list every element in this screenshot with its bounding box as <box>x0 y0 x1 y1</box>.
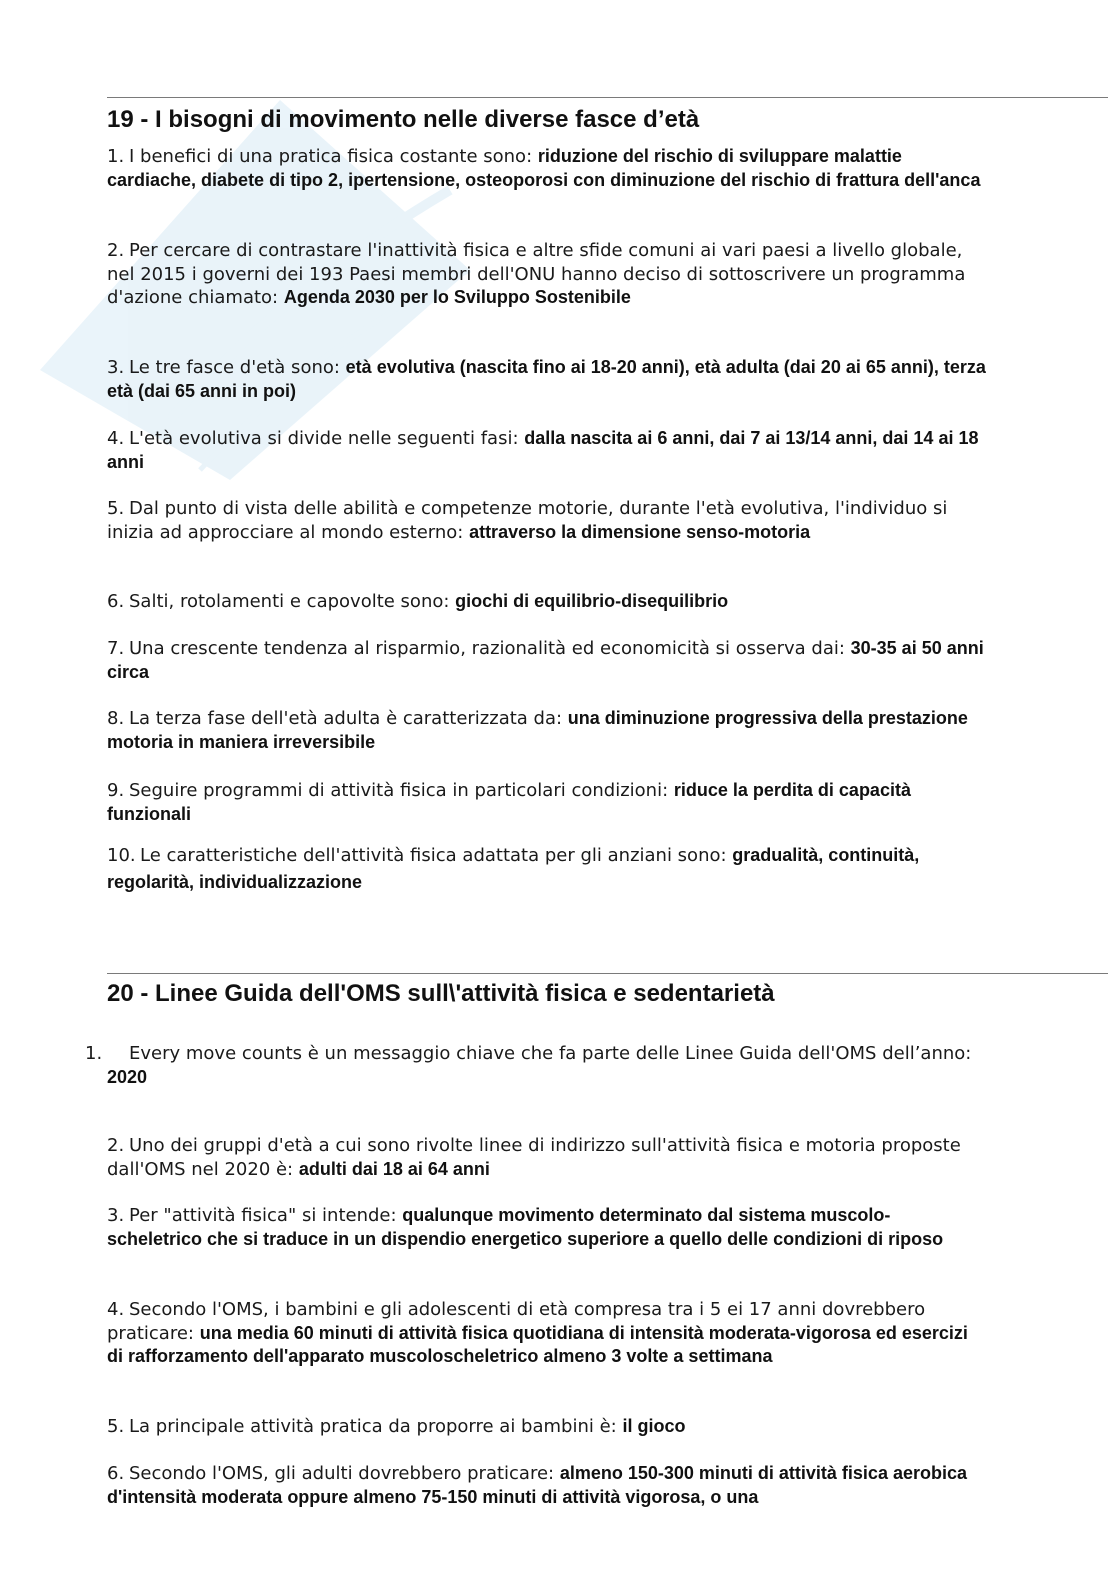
question-number: 7. <box>107 638 125 659</box>
section-19-title: 19 - I bisogni di movimento nelle diverse fasce d’età <box>107 106 700 133</box>
question-number: 2. <box>107 1135 125 1156</box>
question-number: 5. <box>107 498 125 519</box>
answer-text: giochi di equilibrio-disequilibrio <box>455 591 729 611</box>
question-item <box>107 239 987 310</box>
question-item <box>107 590 987 614</box>
question-text: Seguire programmi di attività fisica in particolari condizioni: <box>129 780 674 801</box>
question-text: Le tre fasce d'età sono: <box>129 357 346 378</box>
answer-text: una diminuzione progressiva della prestazione motoria in maniera irreversibile <box>107 708 968 752</box>
question-text: Una crescente tendenza al risparmio, razionalità ed economicità si osserva dai: <box>129 638 851 659</box>
question-text: La terza fase dell'età adulta è caratterizzata da: <box>129 708 568 729</box>
question-item <box>107 842 987 896</box>
question-number: 5. <box>107 1416 125 1437</box>
question-item <box>107 1134 987 1181</box>
question-number: 2. <box>107 240 125 261</box>
question-text: Le caratteristiche dell'attività fisica adattata per gli anziani sono: <box>140 845 733 866</box>
question-item <box>107 1204 987 1251</box>
question-text: La principale attività pratica da proporre ai bambini è: <box>129 1416 623 1437</box>
question-text: Secondo l'OMS, i bambini e gli adolescenti di età compresa tra i 5 ei 17 anni dovrebbero praticare: <box>107 1299 926 1344</box>
section-divider <box>107 97 1108 98</box>
question-item <box>107 1298 987 1369</box>
question-item <box>107 707 987 754</box>
answer-text: una media 60 minuti di attività fisica quotidiana di intensità moderata-vigorosa ed esercizi di rafforzamento dell'apparato muscoloscheletrico almeno 3 volte a settimana <box>107 1322 968 1366</box>
question-number: 9. <box>107 780 125 801</box>
question-text: Per cercare di contrastare l'inattività fisica e altre sfide comuni ai vari paesi a livello globale, nel 2015 i governi dei 193 Paesi membri dell'ONU hanno deciso di sottoscrivere un programma d'azione chiamato: <box>107 240 966 308</box>
question-item <box>85 1042 1009 1089</box>
question-text: Dal punto di vista delle abilità e competenze motorie, durante l'età evolutiva, l'individuo si inizia ad approcciare al mondo esterno: <box>107 498 948 543</box>
question-text: Per "attività fisica" si intende: <box>129 1205 403 1226</box>
answer-text: adulti dai 18 ai 64 anni <box>298 1158 490 1179</box>
question-number: 3. <box>107 1205 125 1226</box>
question-number: 6. <box>107 591 125 612</box>
question-item <box>107 356 987 403</box>
question-number: 1. <box>85 1043 103 1064</box>
section-20-title: 20 - Linee Guida dell'OMS sull\'attività fisica e sedentarietà <box>107 980 775 1007</box>
answer-text: almeno 150-300 minuti di attività fisica aerobica d'intensità moderata oppure almeno 75-150 minuti di attività vigorosa, o una <box>107 1463 967 1507</box>
question-text: Salti, rotolamenti e capovolte sono: <box>129 591 456 612</box>
section-divider <box>107 973 1108 974</box>
question-item <box>107 1415 987 1439</box>
answer-text: riduzione del rischio di sviluppare malattie cardiache, diabete di tipo 2, ipertensione, osteoporosi con diminuzione del rischio di frattura dell'anca <box>107 146 981 190</box>
answer-text: riduce la perdita di capacità funzionali <box>107 780 911 824</box>
question-text: Secondo l'OMS, gli adulti dovrebbero praticare: <box>129 1463 560 1484</box>
question-item <box>107 427 987 474</box>
answer-text: 2020 <box>107 1066 148 1087</box>
question-item <box>107 1462 987 1509</box>
answer-text: dalla nascita ai 6 anni, dai 7 ai 13/14 anni, dai 14 ai 18 anni <box>107 428 979 472</box>
question-number: 4. <box>107 1299 125 1320</box>
answer-text: qualunque movimento determinato dal sistema muscolo- scheletrico che si traduce in un dispendio energetico superiore a quello delle condizioni di riposo <box>107 1205 944 1249</box>
answer-text: Agenda 2030 per lo Sviluppo Sostenibile <box>283 287 631 307</box>
answer-text: 30-35 ai 50 anni circa <box>107 638 984 682</box>
question-number: 6. <box>107 1463 125 1484</box>
question-number: 4. <box>107 428 125 449</box>
question-number: 8. <box>107 708 125 729</box>
question-item <box>107 145 987 192</box>
question-item <box>107 497 987 544</box>
question-item <box>107 637 987 684</box>
question-number: 3. <box>107 357 125 378</box>
answer-text: età evolutiva (nascita fino ai 18-20 anni), età adulta (dai 20 ai 65 anni), terza età (dai 65 anni in poi) <box>107 357 986 401</box>
question-text: Uno dei gruppi d'età a cui sono rivolte linee di indirizzo sull'attività fisica e motoria proposte dall'OMS nel 2020 è: <box>107 1135 961 1180</box>
question-item <box>107 779 987 826</box>
answer-text: gradualità, continuità, regolarità, individualizzazione <box>107 845 920 892</box>
question-text: L'età evolutiva si divide nelle seguenti fasi: <box>129 428 525 449</box>
question-number: 1. <box>107 146 125 167</box>
question-text: I benefici di una pratica fisica costante sono: <box>129 146 538 167</box>
question-text: Every move counts è un messaggio chiave che fa parte delle Linee Guida dell'OMS dell’anno: <box>129 1043 972 1064</box>
question-number: 10. <box>107 845 136 866</box>
answer-text: attraverso la dimensione senso-motoria <box>469 521 811 542</box>
answer-text: il gioco <box>622 1416 686 1436</box>
